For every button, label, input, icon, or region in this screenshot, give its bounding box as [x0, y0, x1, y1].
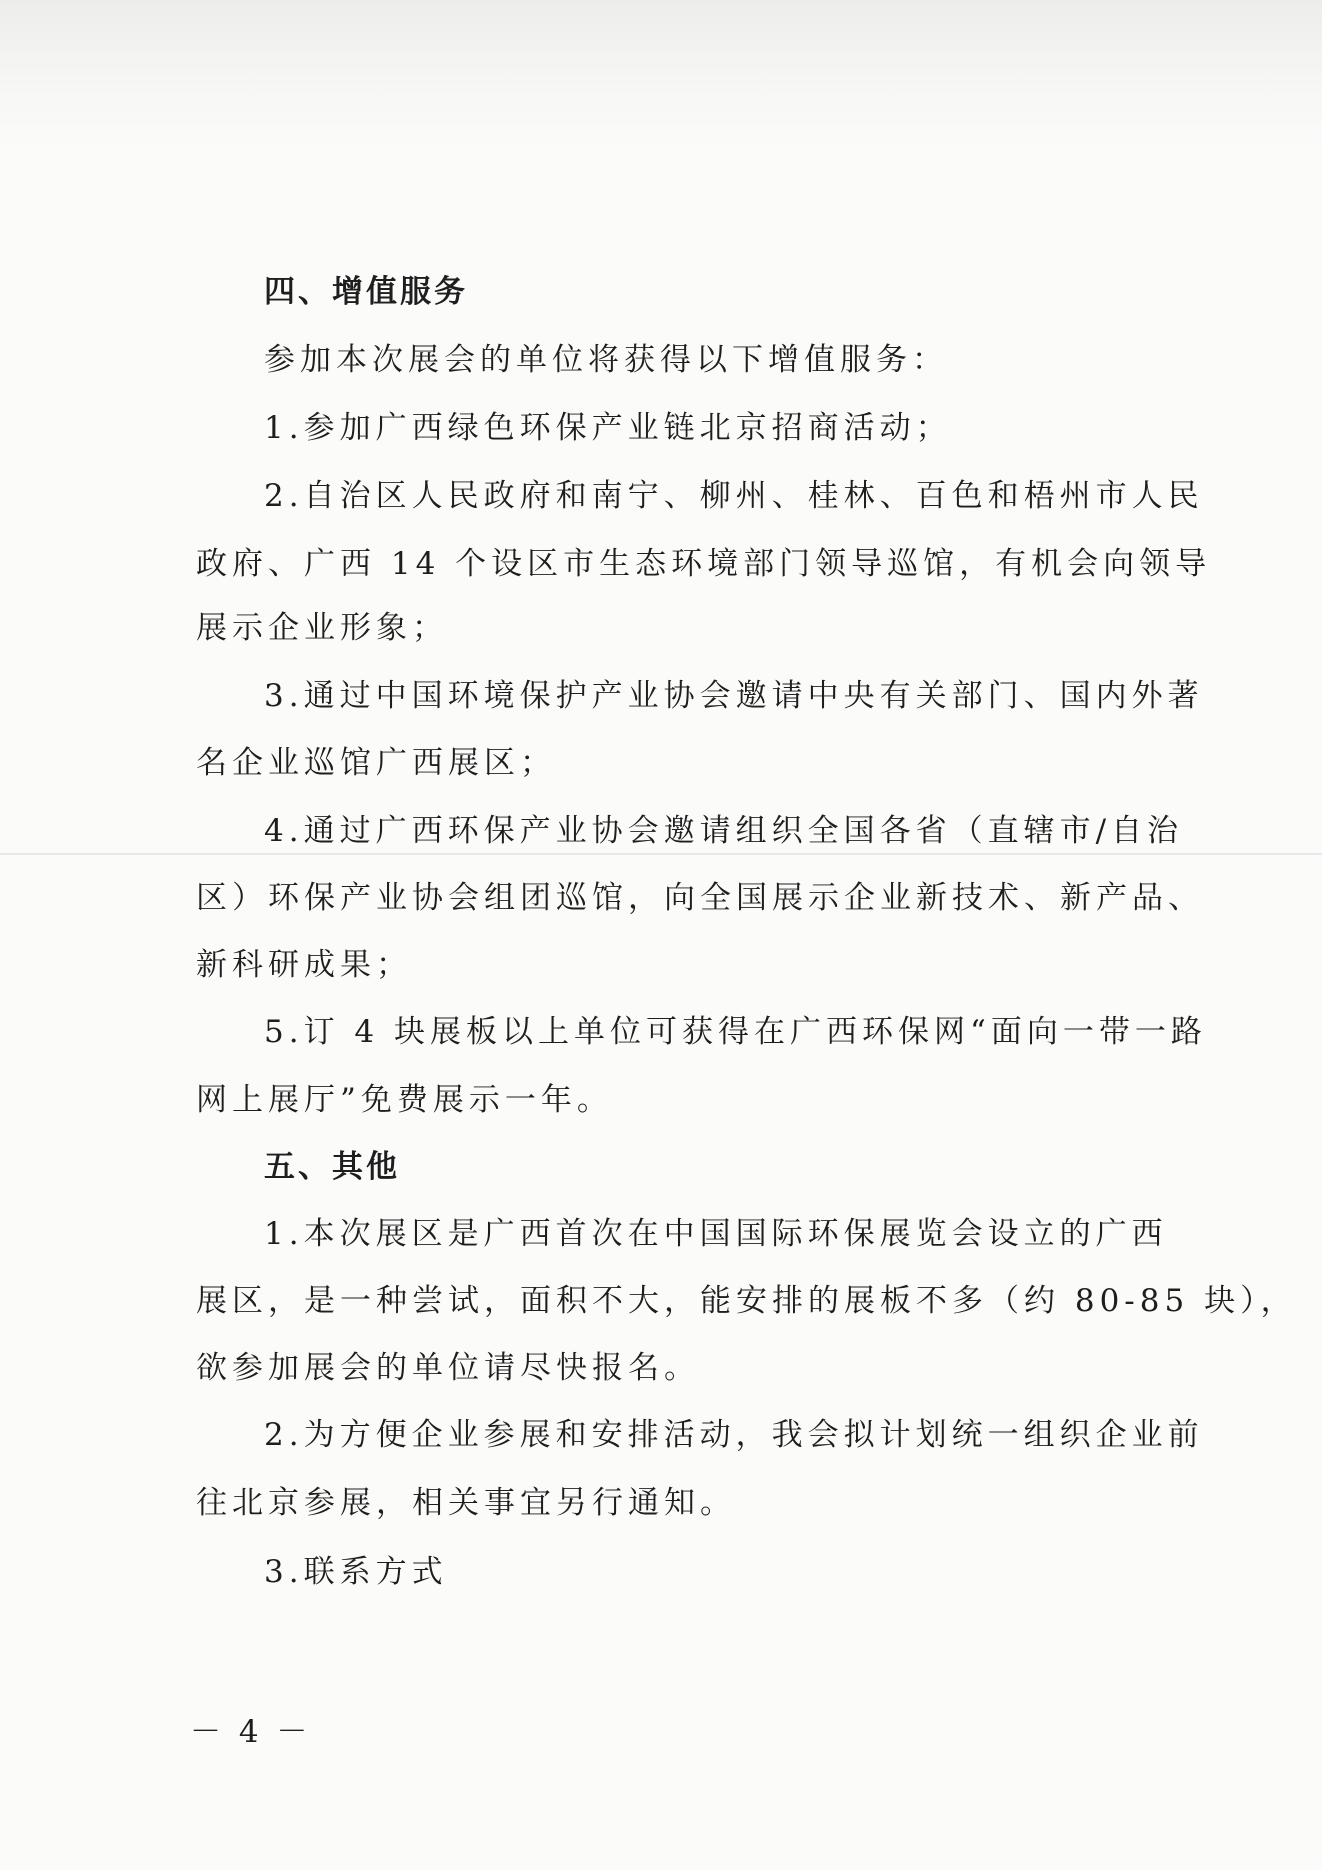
section-heading-other: 五、其他: [264, 1149, 400, 1185]
list-item-3-line-1: 3.通过中国环境保护产业协会邀请中央有关部门、国内外著: [264, 678, 1204, 714]
list-item-1: 1.参加广西绿色环保产业链北京招商活动；: [264, 410, 952, 446]
page-fold-line: [0, 853, 1322, 855]
other-item-2-line-2: 往北京参展，相关事宜另行通知。: [196, 1485, 736, 1521]
list-item-2-line-2: 政府、广西 14 个设区市生态环境部门领导巡馆，有机会向领导: [196, 546, 1212, 582]
list-item-4-line-2: 区）环保产业协会组团巡馆，向全国展示企业新技术、新产品、: [196, 880, 1204, 916]
page-number: － 4 －: [190, 1714, 312, 1750]
other-item-1-line-1: 1.本次展区是广西首次在中国国际环保展览会设立的广西: [264, 1216, 1168, 1252]
list-item-2-line-3: 展示企业形象；: [196, 610, 448, 646]
other-item-1-line-2: 展区，是一种尝试，面积不大，能安排的展板不多（约 80-85 块），: [196, 1283, 1297, 1319]
list-item-4-line-1: 4.通过广西环保产业协会邀请组织全国各省（直辖市/自治: [264, 813, 1184, 849]
list-item-3-line-2: 名企业巡馆广西展区；: [196, 745, 556, 781]
other-item-2-line-1: 2.为方便企业参展和安排活动，我会拟计划统一组织企业前: [264, 1417, 1204, 1453]
section-heading-value-added-services: 四、增值服务: [264, 274, 468, 310]
paragraph-intro: 参加本次展会的单位将获得以下增值服务：: [264, 342, 948, 378]
list-item-4-line-3: 新科研成果；: [196, 947, 412, 983]
list-item-5-line-2: 网上展厅”免费展示一年。: [196, 1082, 613, 1118]
list-item-2-line-1: 2.自治区人民政府和南宁、柳州、桂林、百色和梧州市人民: [264, 478, 1204, 514]
list-item-5-line-1: 5.订 4 块展板以上单位可获得在广西环保网“面向一带一路: [264, 1014, 1207, 1050]
other-item-3: 3.联系方式: [264, 1554, 448, 1590]
other-item-1-line-3: 欲参加展会的单位请尽快报名。: [196, 1350, 700, 1386]
